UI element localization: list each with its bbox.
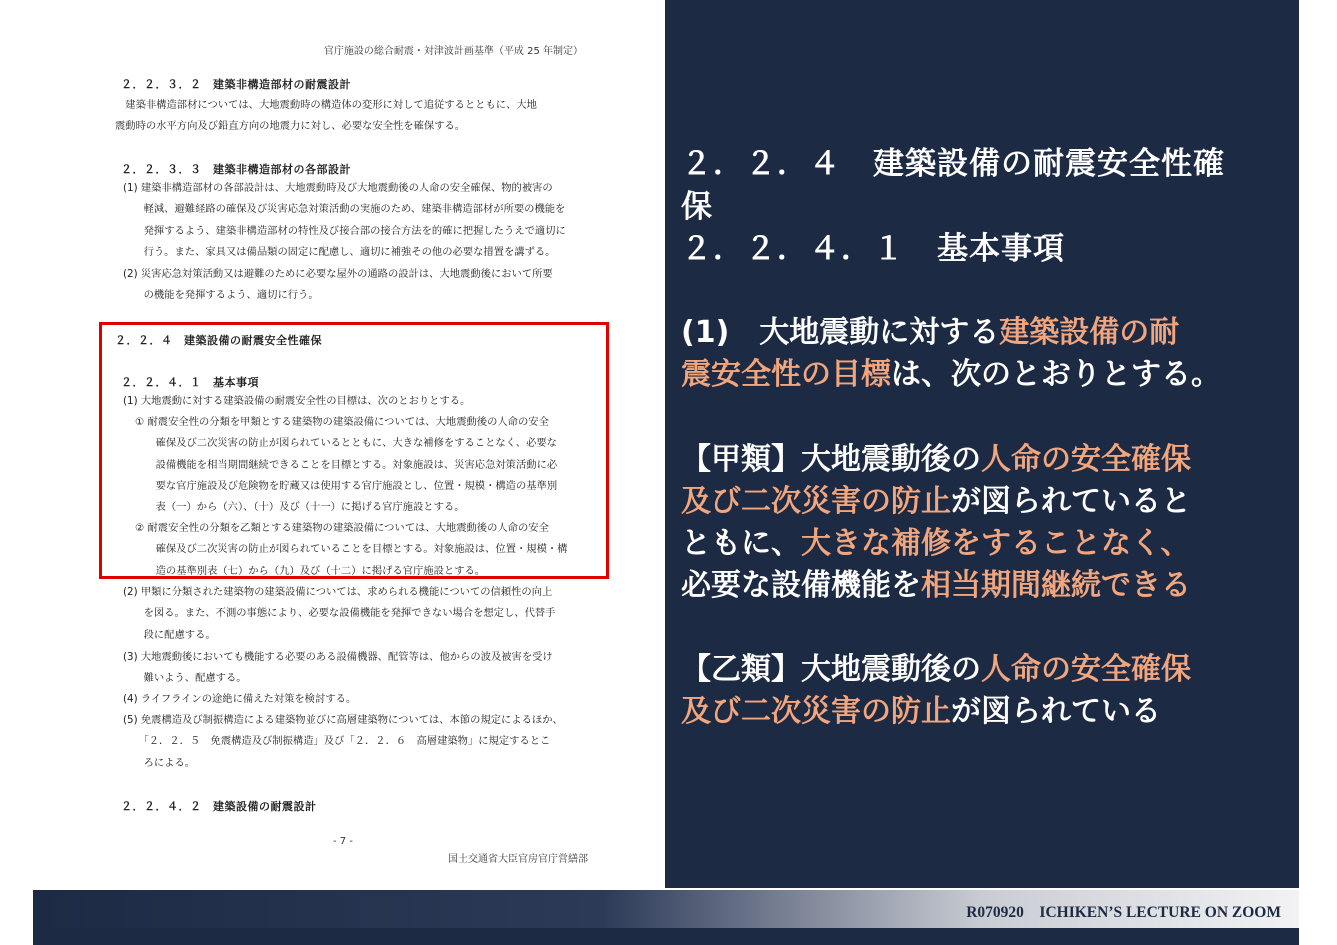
class-a-line-1 bbox=[681, 439, 1311, 480]
slide-panel bbox=[665, 0, 1299, 888]
section-2-2-4-1-title: ２．２．４．１ 基本事項 bbox=[121, 376, 259, 389]
footer-band bbox=[33, 890, 1299, 928]
class-a-text-2: ともに、 bbox=[681, 526, 801, 561]
class-b-line-1 bbox=[681, 649, 1311, 690]
section-2-2-3-3-item-2: (2) 災害応急対策活動又は避難のために必要な屋外の通路の設計は、大地震動後において所要 の機能を発揮するよう、適切に行う。 bbox=[123, 268, 553, 302]
slide-title-line-1: ２．２．４ 建築設備の耐震安全性確 bbox=[681, 146, 1225, 182]
section-2-2-4-1-item-4: (4) ライフラインの途絶に備えた対策を検討する。 bbox=[123, 693, 357, 705]
class-b-line-2 bbox=[681, 691, 1311, 732]
section-2-2-4-1-item-1: (1) 大地震動に対する建築設備の耐震安全性の目標は、次のとおりとする。 bbox=[123, 395, 471, 407]
page-number: - 7 - bbox=[333, 836, 353, 847]
section-2-2-4-title: ２．２．４ 建築設備の耐震安全性確保 bbox=[115, 334, 322, 347]
class-b-highlight-2: 及び二次災害の防止 bbox=[681, 694, 951, 729]
class-a-highlight-4: 相当期間継続できる bbox=[921, 568, 1191, 603]
target-lead: (1) 大地震動に対する bbox=[681, 315, 1000, 350]
lecture-caption: R070920 ICHIKEN’S LECTURE ON ZOOM bbox=[966, 904, 1281, 921]
section-2-2-4-2-title: ２．２．４．２ 建築設備の耐震設計 bbox=[121, 800, 317, 813]
section-2-2-3-2-title: ２．２．３．２ 建築非構造部材の耐震設計 bbox=[121, 78, 351, 91]
target-highlight-2: 震安全性の目標 bbox=[681, 357, 891, 392]
class-a-line-2 bbox=[681, 481, 1311, 522]
section-2-2-4-1-item-2: (2) 甲類に分類された建築物の建築設備については、求められる機能についての信頼性の向上 を図る。また、不測の事態により、必要な設備機能を発揮できない場合を想定し、代替手 段に配慮する。 bbox=[123, 586, 556, 641]
class-a-line-4 bbox=[681, 565, 1311, 606]
document-footer: 国土交通省大臣官房官庁営繕部 bbox=[448, 854, 588, 865]
section-2-2-3-3-item-1: (1) 建築非構造部材の各部設計は、大地震動時及び大地震動後の人命の安全確保、物的被害の 軽減、避難経路の確保及び災害応急対策活動の実施のため、建築非構造部材が所要の機能を 発揮するよう、建築非構造部材の特性及び接合部の接合方法を的確に把握したうえで適切に 行う。また、家具又は備品類の固定に配慮し、適切に補強その他の必要な措置を講ずる。 bbox=[123, 182, 566, 258]
target-paragraph-line-2 bbox=[681, 354, 1311, 395]
bottom-strip bbox=[33, 928, 1299, 945]
section-2-2-3-2-body: 建築非構造部材については、大地震動時の構造体の変形に対して追従するとともに、大地 震動時の水平方向及び鉛直方向の地震力に対し、必要な安全性を確保する。 bbox=[115, 99, 537, 133]
class-a-text-3: 必要な設備機能を bbox=[681, 568, 921, 603]
target-paragraph-line-1 bbox=[681, 312, 1311, 353]
class-b-highlight-1: 人命の安全確保 bbox=[981, 652, 1191, 687]
section-2-2-4-1-item-3: (3) 大地震動後においても機能する必要のある設備機器、配管等は、他からの波及被害を受け 難いよう、配慮する。 bbox=[123, 651, 553, 685]
target-highlight-1: 建築設備の耐 bbox=[999, 315, 1180, 350]
section-2-2-4-1-item-5: (5) 免震構造及び制振構造による建築物並びに高層建築物については、本節の規定によるほか、 「２．２．５ 免震構造及び制振構造」及び「２．２．６ 高層建築物」に規定するとこ ろによる。 bbox=[123, 714, 563, 769]
class-a-line-3 bbox=[681, 523, 1311, 564]
document-page bbox=[33, 0, 665, 888]
class-a-highlight-3: 大きな補修をすることなく、 bbox=[801, 526, 1191, 561]
section-2-2-4-1-circle-1: ① 耐震安全性の分類を甲類とする建築物の建築設備については、大地震動後の人命の安全 確保及び二次災害の防止が図られているとともに、大きな補修をすることなく、必要な 設備機能を相当期間継続できることを目標とする。対象施設は、災害応急対策活動に必 要な官庁施設及び危険物を貯蔵又は使用する官庁施設とし、位置・規模・構造の基準別 表（一）から（六）、（十）及び（十一）に掲げる官庁施設とする。 bbox=[135, 416, 558, 514]
class-a-text-1: が図られていると bbox=[951, 484, 1191, 519]
slide-title-line-2: 保 bbox=[681, 189, 713, 225]
document-header: 官庁施設の総合耐震・対津波計画基準（平成 25 年制定） bbox=[323, 46, 583, 57]
slide-subtitle: ２．２．４．１ 基本事項 bbox=[681, 231, 1065, 267]
class-a-label: 【甲類】大地震動後の bbox=[681, 442, 981, 477]
highlight-box bbox=[99, 322, 609, 579]
class-a-highlight-1: 人命の安全確保 bbox=[981, 442, 1191, 477]
section-2-2-4-1-circle-2: ② 耐震安全性の分類を乙類とする建築物の建築設備については、大地震動後の人命の安全 確保及び二次災害の防止が図られていることを目標とする。対象施設は、位置・規模・構 造の基準別表（七）から（九）及び（十二）に掲げる官庁施設とする。 bbox=[135, 522, 568, 577]
target-tail: は、次のとおりとする。 bbox=[891, 357, 1221, 392]
class-b-label: 【乙類】大地震動後の bbox=[681, 652, 981, 687]
class-b-text: が図られている bbox=[951, 694, 1161, 729]
section-2-2-3-3-title: ２．２．３．３ 建築非構造部材の各部設計 bbox=[121, 163, 351, 176]
class-a-highlight-2: 及び二次災害の防止 bbox=[681, 484, 951, 519]
